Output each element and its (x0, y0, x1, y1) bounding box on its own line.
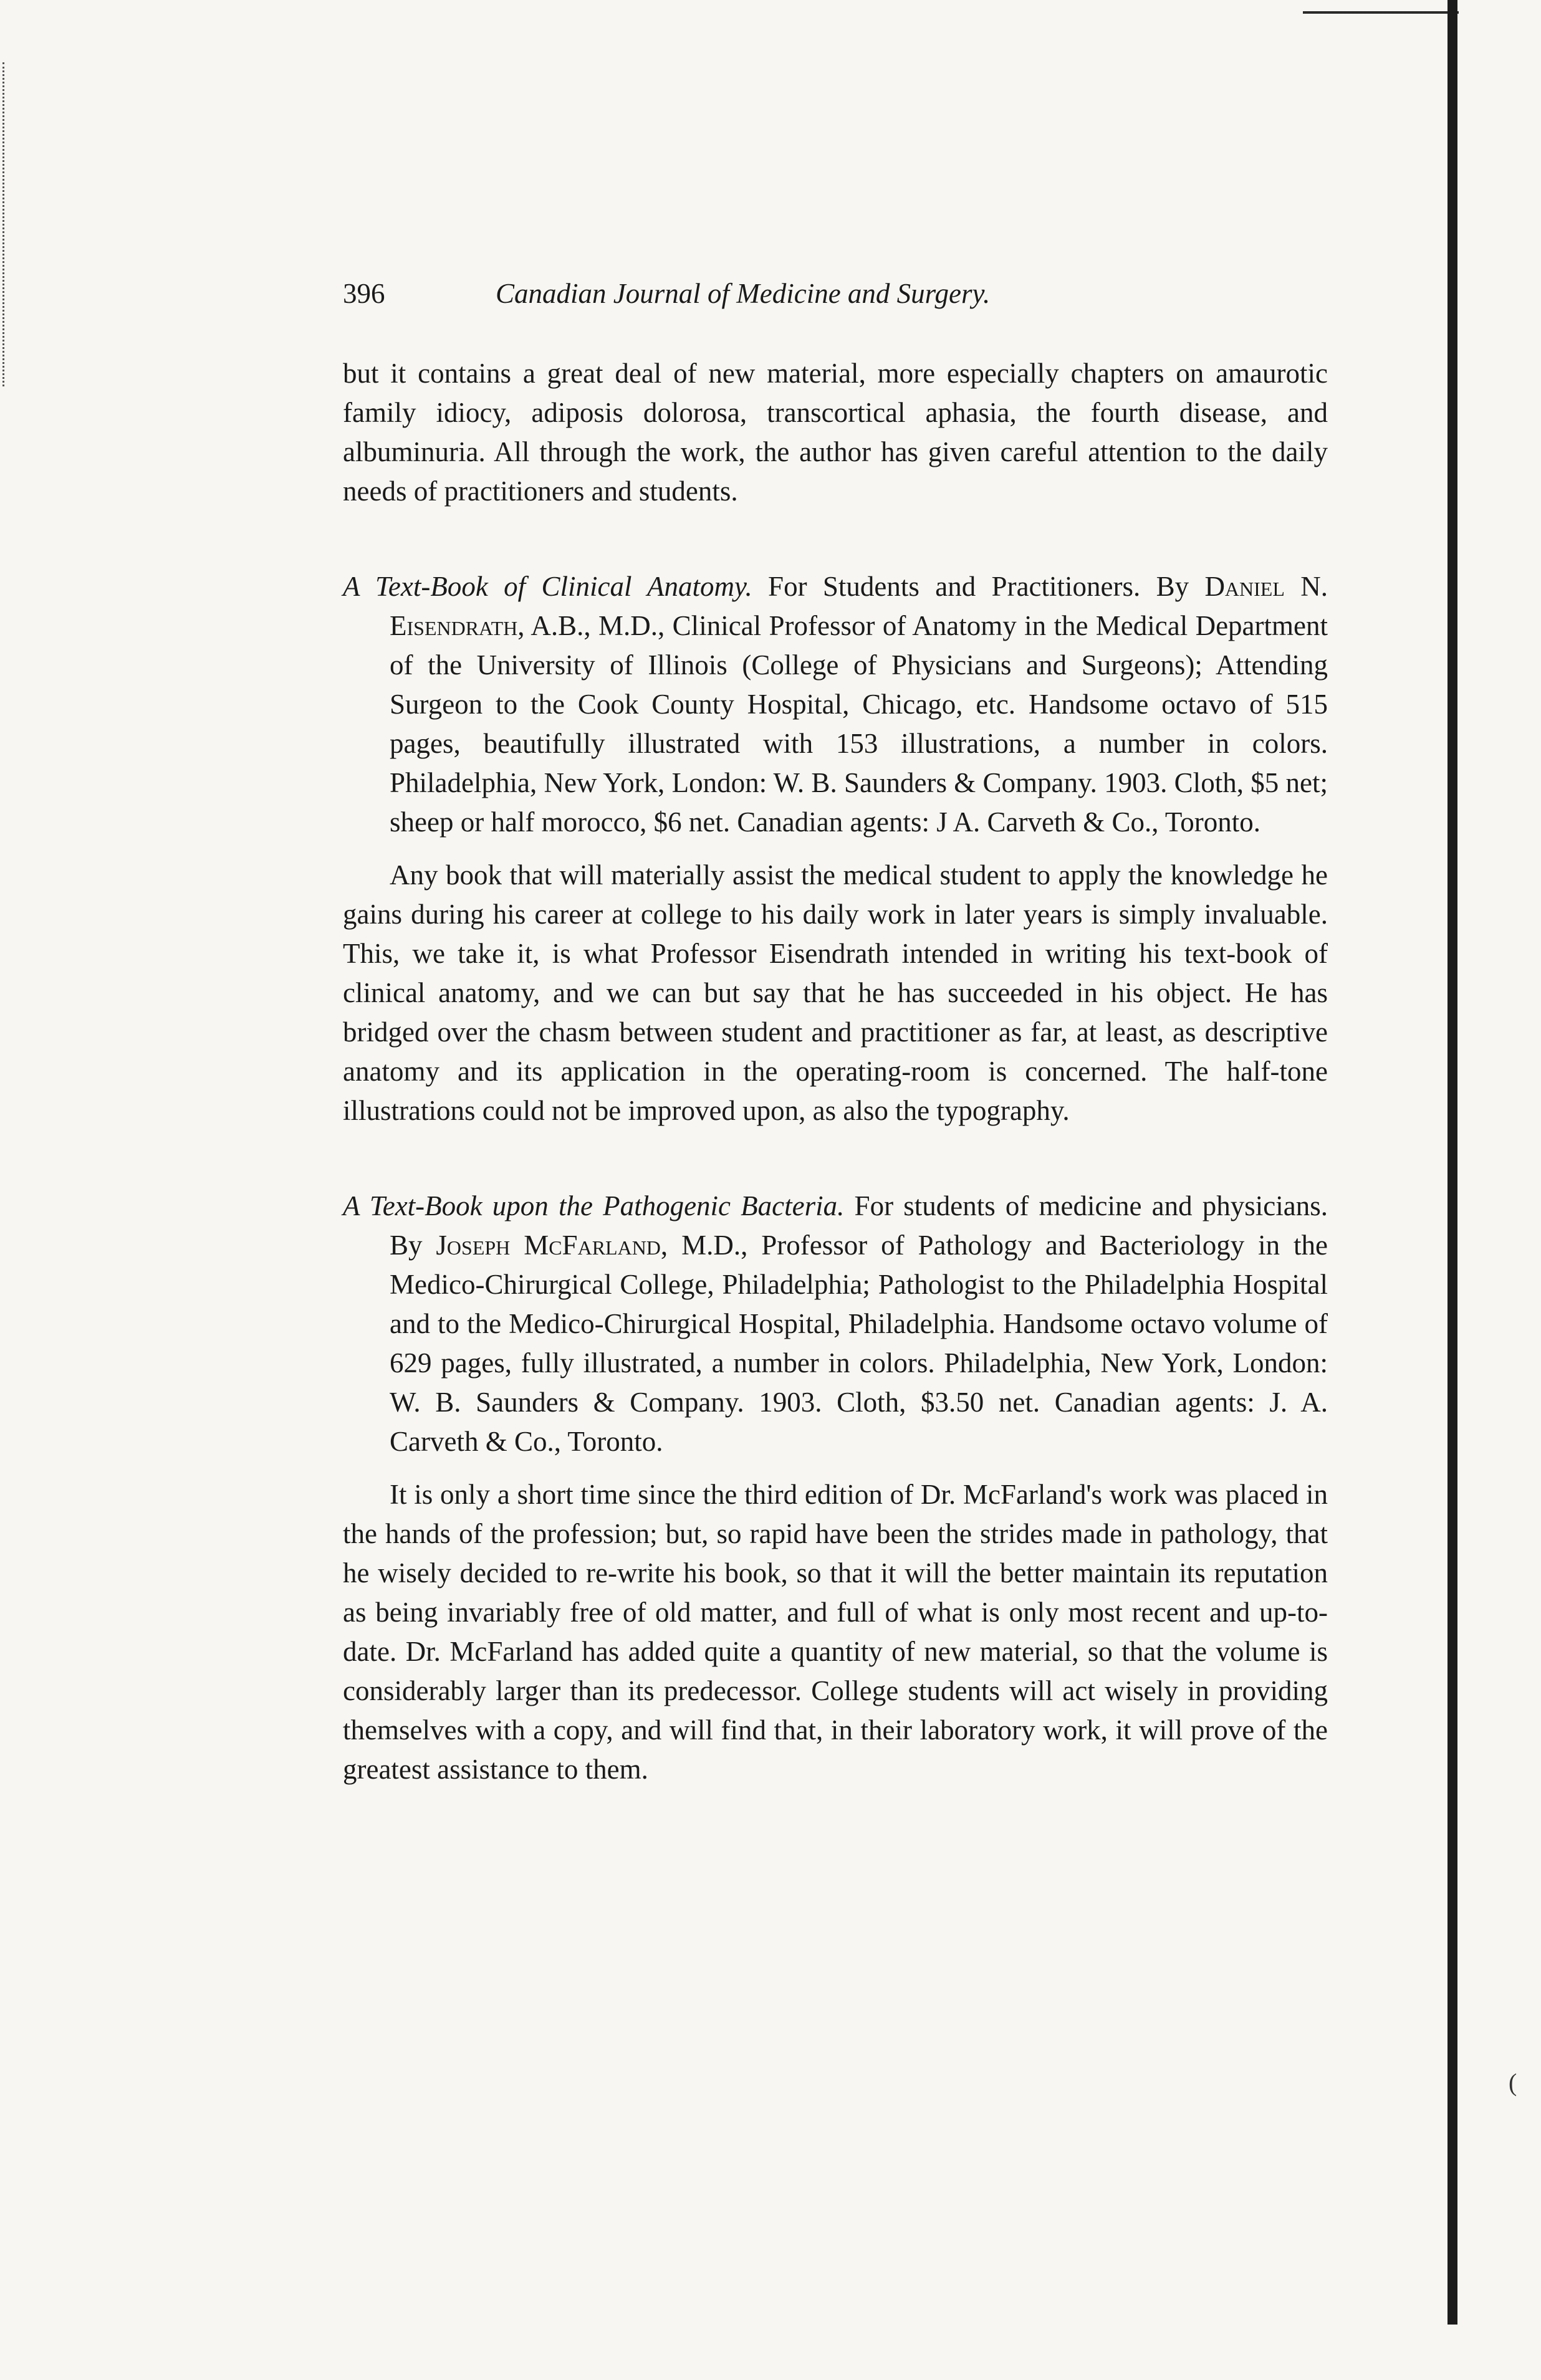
book-audience: For students of medicine and physicians. By (390, 1190, 1328, 1261)
book-author: Joseph McFarland (436, 1230, 661, 1261)
review-paragraph: It is only a short time since the third edition of Dr. McFarland's work was placed in the hands of the profession; but, so rapid have been the strides made in pathology, that he wisely decided to re-write his book, so that it will the better maintain its reputation as being invariably free of old matter, and full of what is only most recent and up-to-date. Dr. McFarland has added quite a quantity of new material, so that the volume is considerably larger than its predecessor. College students will act wisely in providing themselves with a copy, and will find that, in their laboratory work, it will prove of the greatest assistance to them. (343, 1479, 1328, 1785)
journal-title: Canadian Journal of Medicine and Surgery. (496, 278, 991, 309)
page-number: 396 (343, 278, 385, 309)
page-content (343, 274, 1328, 1789)
book-entry-pathogenic-bacteria (343, 1187, 1328, 1461)
book-details: , M.D., Professor of Pathology and Bacteriology in the Medico-Chirurgical College, Philadelphia; Pathologist to the Philadelphia Hospital and to the Medico-Chirurgical Hospital, Philadelphia. Handsome octavo volume of 629 pages, fully illustrated, a number in colors. Philadelphia, New York, London: W. B. Saunders & Company. 1903. Cloth, $3.50 net. Canadian agents: J. A. Carveth & Co., Toronto. (390, 1230, 1328, 1457)
stray-scan-mark: ( (1509, 2068, 1517, 2096)
book-details: , A.B., M.D., Clinical Professor of Anatomy in the Medical Department of the University of Illinois (College of Physicians and Surgeons); Attending Surgeon to the Cook County Hospital, Chicago, etc. Handsome octavo of 515 pages, beautifully illustrated with 153 illustrations, a number in colors. Philadelphia, New York, London: W. B. Saunders & Company. 1903. Cloth, $5 net; sheep or half morocco, $6 net. Canadian agents: J A. Carveth & Co., Toronto. (390, 610, 1328, 838)
top-edge-rule (1303, 11, 1459, 14)
review-paragraph: Any book that will materially assist the medical student to apply the knowledge he gains during his career at college to his daily work in later years is simply invaluable. This, we take it, is what Professor Eisendrath intended in writing his text-book of clinical anatomy, and we can but say that he has succeeded in his object. He has bridged over the chasm between student and practitioner as far, at least, as descriptive anatomy and its application in the operating-room is concerned. The half-tone illustrations could not be improved upon, as also the typography. (343, 859, 1328, 1126)
page-edge-rule (1447, 0, 1457, 2325)
running-header (343, 274, 1328, 330)
book-audience: For Students and Practitioners. By (752, 571, 1205, 602)
book-author: Daniel N. Eisendrath (390, 571, 1328, 641)
continuation-paragraph: but it contains a great deal of new material, more especially chapters on amaurotic family idiocy, adiposis dolorosa, transcortical aphasia, the fourth disease, and albuminuria. All through the work, the author has given careful attention to the daily needs of practitioners and students. (343, 358, 1328, 507)
book-entry-clinical-anatomy (343, 567, 1328, 842)
book-title: A Text-Book of Clinical Anatomy. (343, 571, 752, 602)
book-title: A Text-Book upon the Pathogenic Bacteria. (343, 1190, 845, 1221)
scan-edge-marks (2, 62, 11, 386)
